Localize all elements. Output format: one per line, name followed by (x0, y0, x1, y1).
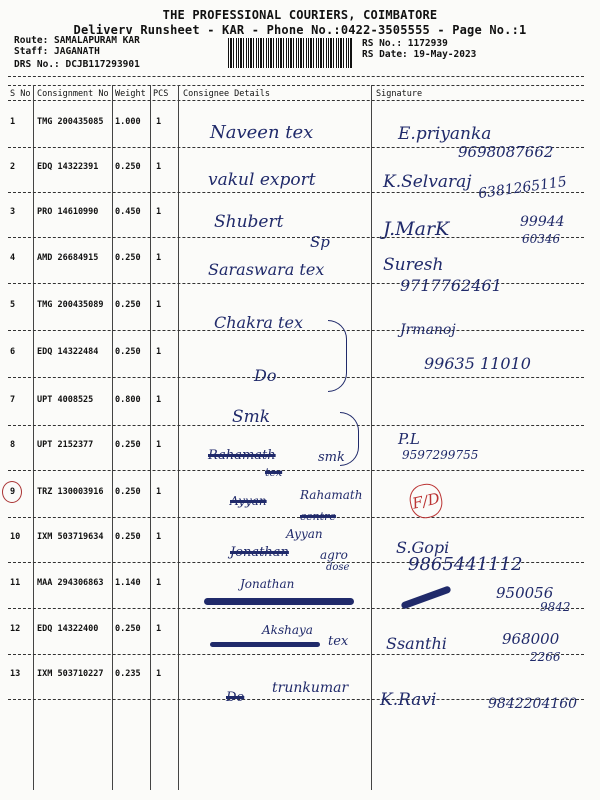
cell-consignment: TMG 200435089 (37, 300, 104, 310)
handwritten-phone: 6381265115 (477, 173, 568, 203)
column-divider (112, 85, 113, 790)
cell-weight: 0.250 (115, 624, 141, 634)
column-divider (150, 85, 151, 790)
row-divider (8, 425, 584, 426)
handwritten-phone: 2266 (530, 650, 561, 664)
handwritten-signature: Suresh (383, 255, 444, 275)
handwritten-signature: Ssanthi (386, 634, 447, 653)
row-divider (8, 517, 584, 518)
handwritten-consignee: Shubert (214, 212, 284, 232)
handwritten-signature: K.Ravi (380, 690, 437, 710)
column-header-consignee: Consignee Details (183, 89, 270, 99)
cell-weight: 1.000 (115, 117, 141, 127)
handwritten-consignee: Saraswara tex (208, 260, 325, 279)
cell-pcs: 1 (156, 395, 162, 405)
brace-mark (328, 320, 347, 392)
handwritten-consignee: trunkumar (272, 680, 349, 696)
handwritten-signature: E.priyanka (398, 124, 492, 144)
cell-pcs: 1 (156, 532, 162, 542)
row-divider (8, 237, 584, 238)
cell-pcs: 1 (156, 347, 162, 357)
cell-pcs: 1 (156, 117, 162, 127)
route-label: Route: SAMALAPURAM KAR (14, 35, 140, 46)
handwritten-consignee-struck: tex (265, 466, 283, 479)
handwritten-consignee: Ayyan (286, 527, 323, 541)
cell-consignment: AMD 26684915 (37, 253, 99, 263)
handwritten-phone: 9865441112 (408, 554, 523, 575)
handwritten-consignee: Rahamath (300, 488, 363, 502)
cell-sno: 8 (10, 440, 16, 450)
handwritten-consignee: vakul export (208, 170, 316, 190)
cell-weight: 0.250 (115, 487, 141, 497)
cell-weight: 0.235 (115, 669, 141, 679)
staff-label: Staff: JAGANATH (14, 46, 100, 57)
cell-sno: 12 (10, 624, 21, 634)
row-divider (8, 470, 584, 471)
cell-consignment: EDQ 14322400 (37, 624, 99, 634)
handwritten-phone: 9842204160 (488, 696, 578, 712)
barcode (228, 38, 352, 68)
column-header-weight: Weight (115, 89, 146, 99)
handwritten-signature: P.L (398, 430, 420, 448)
handwritten-consignee-struck: Do (226, 690, 245, 705)
cell-pcs: 1 (156, 440, 162, 450)
column-header-pcs: PCS (153, 89, 169, 99)
handwritten-consignee: dose (326, 562, 350, 573)
cell-weight: 0.250 (115, 440, 141, 450)
cell-consignment: IXM 503710227 (37, 669, 104, 679)
cell-pcs: 1 (156, 253, 162, 263)
column-divider (371, 85, 372, 790)
handwritten-consignee: Jonathan (240, 577, 295, 591)
cell-pcs: 1 (156, 624, 162, 634)
handwritten-consignee: smk (318, 450, 345, 465)
handwritten-phone: 99635 11010 (424, 354, 531, 373)
cell-weight: 0.800 (115, 395, 141, 405)
handwritten-consignee: Naveen tex (210, 122, 314, 143)
cell-weight: 1.140 (115, 578, 141, 588)
cell-pcs: 1 (156, 162, 162, 172)
scribbled-out-text (210, 642, 320, 647)
circled-row-mark (2, 481, 22, 503)
cell-consignment: TRZ 130003916 (37, 487, 104, 497)
rs-number: RS No.: 1172939 (362, 38, 448, 49)
cell-weight: 0.450 (115, 207, 141, 217)
handwritten-consignee-struck: Jonathan (230, 545, 289, 560)
handwritten-consignee: Smk (232, 407, 271, 427)
handwritten-phone: 60346 (522, 232, 561, 246)
cell-consignment: MAA 294306863 (37, 578, 104, 588)
header-bottom-divider (8, 100, 584, 101)
handwritten-consignee: Do (254, 366, 277, 385)
cell-sno: 2 (10, 162, 16, 172)
handwritten-consignee-struck: Ayyan (230, 494, 267, 508)
cell-sno: 3 (10, 207, 16, 217)
cell-weight: 0.250 (115, 162, 141, 172)
cell-sno: 7 (10, 395, 16, 405)
handwritten-signature: K.Selvaraj (383, 172, 472, 192)
cell-sno: 6 (10, 347, 16, 357)
cell-consignment: EDQ 14322391 (37, 162, 99, 172)
handwritten-consignee: tex (328, 634, 349, 649)
cell-pcs: 1 (156, 207, 162, 217)
company-title: THE PROFESSIONAL COURIERS, COIMBATORE (162, 8, 438, 22)
cell-weight: 0.250 (115, 532, 141, 542)
cell-pcs: 1 (156, 487, 162, 497)
column-header-signature: Signature (376, 89, 423, 99)
cell-weight: 0.250 (115, 253, 141, 263)
cell-sno: 1 (10, 117, 16, 127)
cell-pcs: 1 (156, 578, 162, 588)
header-top-divider (8, 85, 584, 86)
column-divider (33, 85, 34, 790)
handwritten-signature-scribble (400, 585, 451, 609)
top-divider (8, 76, 584, 77)
handwritten-consignee: Sp (310, 233, 330, 251)
scribbled-out-text (204, 598, 354, 605)
column-header-consignment: Consignment No (37, 89, 109, 99)
column-divider (178, 85, 179, 790)
handwritten-phone: 950056 (496, 584, 554, 602)
cell-consignment: TMG 200435085 (37, 117, 104, 127)
cell-pcs: 1 (156, 300, 162, 310)
handwritten-consignee-struck: Rahamath (208, 448, 276, 463)
drs-number: DRS No.: DCJB117293901 (14, 59, 140, 70)
cell-sno: 9 (10, 487, 16, 497)
handwritten-consignee: Akshaya (262, 623, 313, 637)
handwritten-phone: 9698087662 (458, 143, 554, 161)
cell-sno: 11 (10, 578, 21, 588)
handwritten-phone: 9597299755 (402, 448, 479, 462)
handwritten-signature: J.MarK (383, 218, 450, 240)
cell-consignment: EDQ 14322484 (37, 347, 99, 357)
cell-sno: 10 (10, 532, 21, 542)
cell-consignment: UPT 2152377 (37, 440, 94, 450)
cell-pcs: 1 (156, 669, 162, 679)
cell-weight: 0.250 (115, 347, 141, 357)
cell-consignment: PRO 14610990 (37, 207, 99, 217)
rs-date: RS Date: 19-May-2023 (362, 49, 477, 60)
row-divider (8, 608, 584, 609)
handwritten-phone: 9717762461 (400, 276, 502, 295)
handwritten-phone: 968000 (502, 630, 560, 648)
handwritten-phone: 99944 (520, 214, 565, 230)
handwritten-consignee: Chakra tex (214, 313, 303, 332)
handwritten-phone: 9842 (540, 600, 571, 614)
row-divider (8, 377, 584, 378)
cell-consignment: IXM 503719634 (37, 532, 104, 542)
runsheet-title: Deliverv Runsheet - KAR - Phone No.:0422-3505555 - Page No.:1 (73, 23, 527, 37)
handwritten-signature: S.Gopi (396, 538, 450, 557)
column-header-sno: S No (10, 89, 31, 99)
cell-consignment: UPT 4008525 (37, 395, 94, 405)
handwritten-signature: Jrmanoj (400, 322, 456, 338)
cell-sno: 13 (10, 669, 21, 679)
handwritten-consignee-struck: centre (300, 510, 336, 523)
cell-weight: 0.250 (115, 300, 141, 310)
cell-sno: 5 (10, 300, 16, 310)
row-divider (8, 654, 584, 655)
cell-sno: 4 (10, 253, 16, 263)
fd-mark: F/D (407, 481, 445, 521)
handwritten-consignee: agro (320, 548, 348, 562)
